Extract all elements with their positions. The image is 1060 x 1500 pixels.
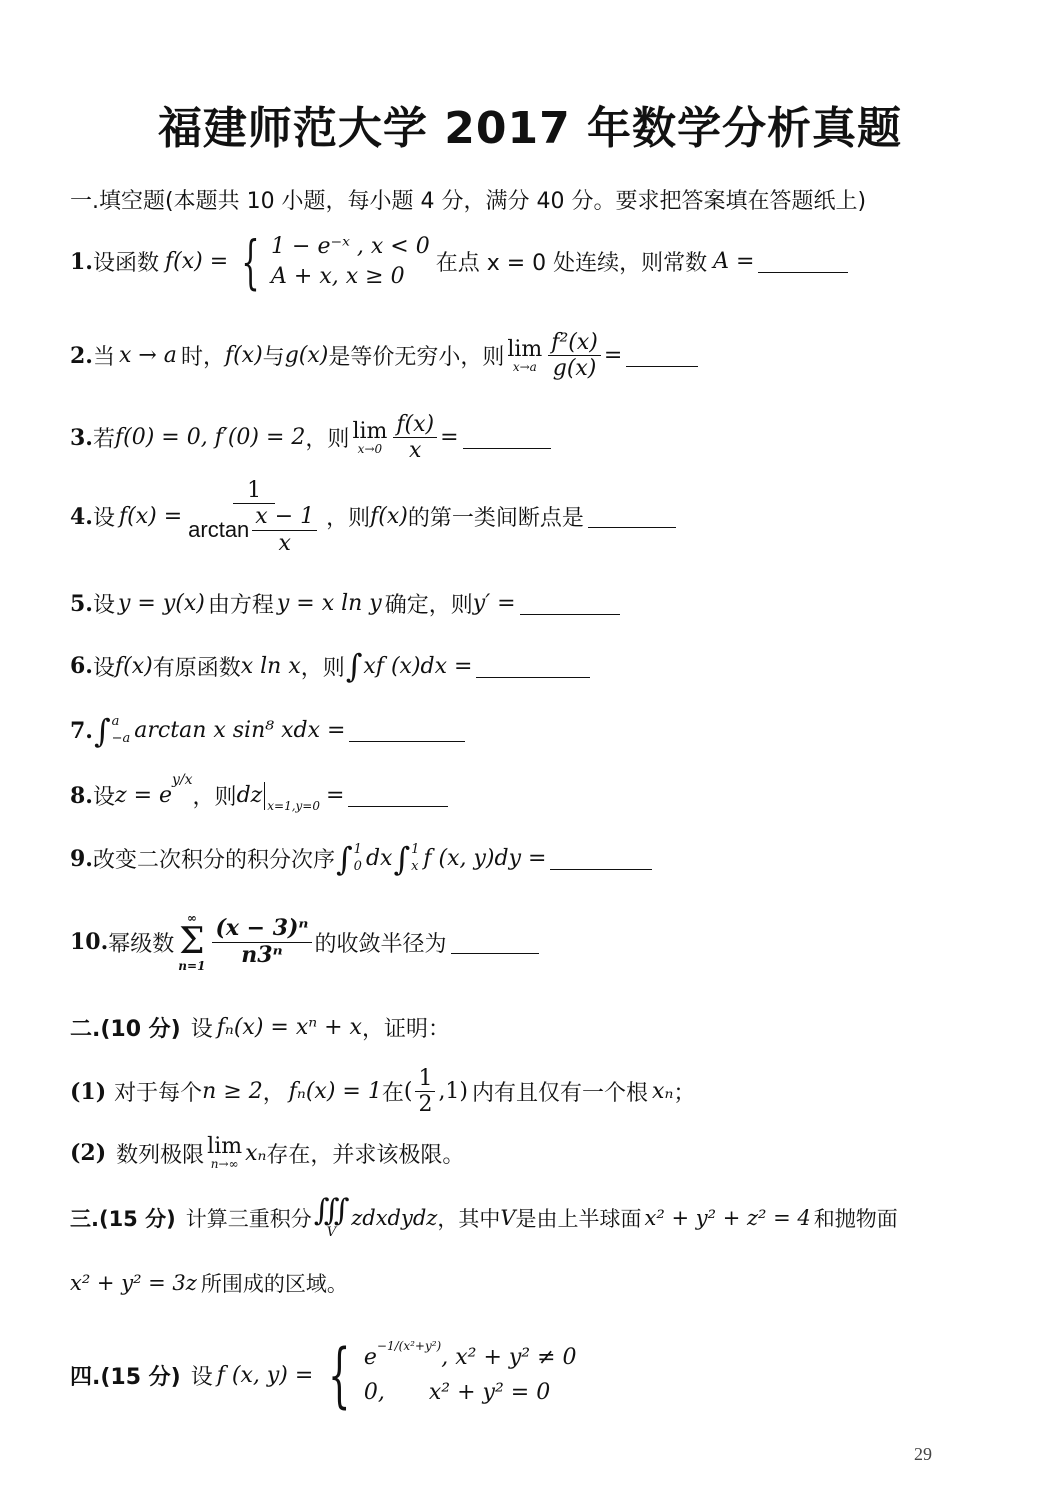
q2-number: 2.	[70, 342, 93, 369]
section-4	[70, 1334, 577, 1417]
q2-pre: 当	[92, 345, 115, 371]
q7-expr: arctan x sin⁸ xdx =	[134, 718, 346, 744]
section-3-v: V	[500, 1205, 516, 1230]
q4-post: ，则	[326, 506, 371, 532]
q8-z: z = e	[114, 783, 173, 808]
q8-exponent: y/x	[172, 771, 193, 788]
q2-numerator: f²(x)	[548, 330, 601, 356]
section-1-heading: 一.填空题(本题共 10 小题，每小题 4 分，满分 40 分。要求把答案填在答题纸上)	[70, 189, 867, 214]
page-title: 福建师范大学 2017 年数学分析真题	[157, 103, 903, 154]
s2p1-xn: xₙ	[652, 1079, 674, 1105]
s2p1-close: ,1)	[438, 1079, 469, 1105]
q3-limsub: x→0	[357, 441, 383, 456]
q9-lower1: 0	[353, 858, 362, 874]
section-4-case2: x² + y² = 0	[428, 1380, 551, 1406]
q5-pre: 设	[92, 593, 115, 618]
q10-sum-top: ∞	[186, 911, 197, 925]
q3-mid: ，则	[305, 427, 350, 453]
q9-lower2: x	[411, 858, 419, 874]
question-10	[70, 912, 539, 972]
q10-sum-bottom: n=1	[178, 959, 206, 973]
q6-mid: 有原函数	[152, 655, 241, 681]
q2-mid: 时，	[180, 345, 225, 371]
q1-pre: 设函数	[92, 251, 159, 277]
q4-f: f(x)	[370, 504, 408, 530]
section-2-post: ，证明：	[361, 1017, 450, 1042]
s2p1-open: (	[403, 1079, 413, 1105]
q6-f: f(x)	[114, 653, 153, 679]
q9-number: 9.	[70, 845, 93, 872]
q4-numerator: 1	[233, 478, 275, 504]
q6-prim: x ln x	[240, 653, 301, 679]
q10-post: 的收敛半径为	[314, 931, 447, 957]
q5-eq2: y = x ln y	[276, 591, 382, 616]
section-3-heading: 三.(15 分)	[70, 1206, 176, 1231]
q3-lim: lim	[352, 418, 388, 444]
q10-number: 10.	[70, 929, 109, 955]
question-6	[70, 647, 590, 685]
q8-answer-blank	[348, 784, 448, 807]
question-2	[70, 330, 698, 382]
s2p1-denominator: 2	[418, 1092, 433, 1118]
q8-post: ，则	[192, 785, 237, 810]
q2-cond: x → a	[118, 343, 177, 369]
q10-answer-blank	[451, 931, 539, 954]
section-3-region: V	[326, 1225, 337, 1240]
section-4-pre: 设	[190, 1364, 213, 1390]
q4-fx: f(x) =	[118, 504, 183, 530]
q7-lower: −a	[111, 730, 131, 746]
q9-upper2: 1	[411, 842, 420, 857]
s2p2-xn: xₙ	[245, 1140, 267, 1166]
q7-answer-blank	[349, 719, 465, 742]
s2p2-limsub: n→∞	[210, 1157, 239, 1171]
section-3-pre: 计算三重积分	[185, 1206, 312, 1231]
q8-dz: dz	[236, 783, 263, 808]
q2-limit	[507, 336, 543, 374]
q9-answer-blank	[550, 847, 652, 870]
q1-var: A =	[713, 249, 755, 275]
q3-denominator: x	[409, 438, 422, 464]
section-3-post: 和抛物面	[813, 1206, 898, 1231]
section-3-paraboloid: x² + y² = 3z	[70, 1271, 197, 1295]
question-8	[70, 771, 448, 813]
section-2-fn: fₙ(x) = xⁿ + x	[216, 1015, 362, 1040]
q1-number: 1.	[70, 248, 93, 275]
s2p1-numerator: 1	[415, 1066, 435, 1092]
s2p2-pre: 数列极限	[116, 1142, 205, 1168]
q1-piecewise: { 1 − e⁻ˣ , x < 0 A + x, x ≥ 0	[241, 227, 430, 296]
q4-fraction	[185, 478, 323, 556]
q1-case2: A + x, x ≥ 0	[271, 263, 405, 289]
s2p1-pre: 对于每个	[114, 1081, 203, 1107]
s2p2-lim: lim	[207, 1134, 243, 1159]
s2p1-fraction	[415, 1066, 435, 1118]
q5-ans: y′ =	[472, 591, 516, 616]
q4-pre: 设	[92, 506, 115, 532]
section-4-fx: f (x, y) =	[216, 1362, 314, 1388]
s2p1-in: 在	[381, 1081, 404, 1107]
section-2	[70, 1012, 450, 1043]
s2p2-post: 存在，并求该极限。	[266, 1142, 465, 1168]
q3-answer-blank	[463, 426, 551, 449]
q1-answer-blank	[758, 250, 848, 273]
q4-answer-blank	[588, 505, 676, 528]
section-3-mid: ，其中	[437, 1206, 501, 1231]
s2p1-post: 内有且仅有一个根	[472, 1081, 649, 1107]
section-3-expr: zdxdydz	[351, 1205, 438, 1230]
q8-eq: =	[326, 783, 345, 808]
q6-expr: xf (x)dx =	[363, 653, 473, 679]
q2-answer-blank	[626, 344, 698, 367]
q2-lim: lim	[507, 336, 543, 362]
s2p2-number: (2)	[70, 1140, 107, 1166]
q8-number: 8.	[70, 782, 93, 809]
q9-pre: 改变二次积分的积分次序	[92, 848, 335, 874]
q1-post: 在点 x = 0 处连续，则常数	[435, 251, 708, 277]
section-4-zero: 0,	[363, 1380, 385, 1406]
s2p1-number: (1)	[70, 1078, 107, 1105]
section-3-mid2: 是由上半球面	[515, 1206, 642, 1231]
s2p2-limit	[207, 1136, 242, 1170]
section-3-continued	[70, 1268, 348, 1298]
section-4-exponent: −1/(x²+y²)	[376, 1339, 442, 1353]
section-4-case1: , x² + y² ≠ 0	[441, 1345, 577, 1370]
section-3-sphere: x² + y² + z² = 4	[644, 1205, 811, 1230]
q6-pre: 设	[92, 655, 115, 681]
q6-integral: ∫	[345, 647, 363, 685]
q5-answer-blank	[520, 592, 620, 615]
q4-inner-denominator: x	[278, 530, 291, 556]
section-2-part-1	[70, 1066, 695, 1118]
q2-g: g(x)	[284, 343, 329, 369]
q6-post: ，则	[300, 655, 345, 681]
question-7: 7. ∫ a −a arctan x sin⁸ xdx =	[70, 714, 465, 748]
q7-number: 7.	[70, 717, 93, 744]
s2p1-cond: n ≥ 2	[202, 1079, 263, 1105]
q7-limits	[112, 714, 131, 748]
q5-eq1: y = y(x)	[117, 591, 205, 616]
s2p1-mid: ，	[262, 1081, 285, 1107]
q10-fraction	[212, 916, 311, 968]
page-number: 29	[914, 1444, 932, 1464]
section-2-pre: 设	[190, 1017, 213, 1042]
q1-case1: 1 − e⁻ˣ , x < 0	[271, 234, 430, 259]
q4-inner-numerator: x − 1	[252, 504, 317, 530]
section-3-triple-integral: ∭	[313, 1193, 350, 1228]
q10-sum: ∞ Σ n=1	[178, 911, 206, 973]
question-1	[70, 227, 848, 296]
q9-upper1: 1	[353, 842, 362, 857]
q5-post: 确定，则	[384, 593, 473, 618]
q7-upper: a	[111, 714, 120, 729]
q2-f: f(x)	[224, 343, 263, 369]
q10-denominator: n3ⁿ	[241, 941, 283, 968]
q6-answer-blank	[476, 655, 590, 678]
q2-post: 是等价无穷小，则	[328, 345, 505, 371]
q10-pre: 幂级数	[108, 931, 175, 957]
q5-mid: 由方程	[207, 593, 274, 618]
q3-eq: =	[440, 425, 459, 451]
section-3b-post: 所围成的区域。	[200, 1272, 348, 1296]
section-2-part-2	[70, 1136, 464, 1170]
q10-numerator: (x − 3)ⁿ	[212, 916, 311, 942]
q4-arctan: arctan	[188, 517, 250, 543]
q8-pre: 设	[92, 785, 115, 810]
q3-cond: f(0) = 0, f′(0) = 2	[114, 425, 306, 451]
q3-numerator: f(x)	[393, 412, 437, 438]
q2-denominator: g(x)	[552, 356, 597, 382]
s2p1-eq: fₙ(x) = 1	[288, 1079, 382, 1105]
section-4-heading: 四.(15 分)	[70, 1364, 181, 1390]
q2-eq: =	[603, 343, 623, 369]
question-3	[70, 412, 551, 464]
q1-fx: f(x) =	[164, 249, 229, 275]
question-4	[70, 478, 676, 556]
q2-limsub: x→a	[512, 359, 537, 374]
q8-eval-at: x=1,y=0	[267, 798, 320, 813]
q4-number: 4.	[70, 503, 93, 530]
question-9: 9. 改变二次积分的积分次序 ∫ 1 0 dx ∫ 1 x f (x, y)dy =	[70, 842, 652, 876]
q3-limit	[352, 418, 388, 456]
q3-fraction	[393, 412, 437, 464]
q9-expr: f (x, y)dy =	[423, 846, 547, 872]
q3-pre: 若	[92, 427, 115, 453]
section-3	[70, 1193, 898, 1240]
q3-number: 3.	[70, 424, 93, 451]
q2-fraction	[548, 330, 601, 382]
question-5	[70, 588, 620, 619]
section-4-piecewise: { $e^{-1/(x^2+y^2)}$, x² + y² ≠ 0 0, x² + y² = 0	[328, 1334, 577, 1417]
section-2-heading: 二.(10 分)	[70, 1017, 181, 1042]
q6-number: 6.	[70, 653, 93, 679]
q5-number: 5.	[70, 590, 93, 617]
section-4-e: e	[363, 1345, 377, 1370]
q9-dx: dx	[365, 846, 393, 872]
q2-and: 与	[262, 345, 285, 371]
q4-post2: 的第一类间断点是	[407, 506, 584, 532]
s2p1-end: ；	[673, 1081, 696, 1107]
